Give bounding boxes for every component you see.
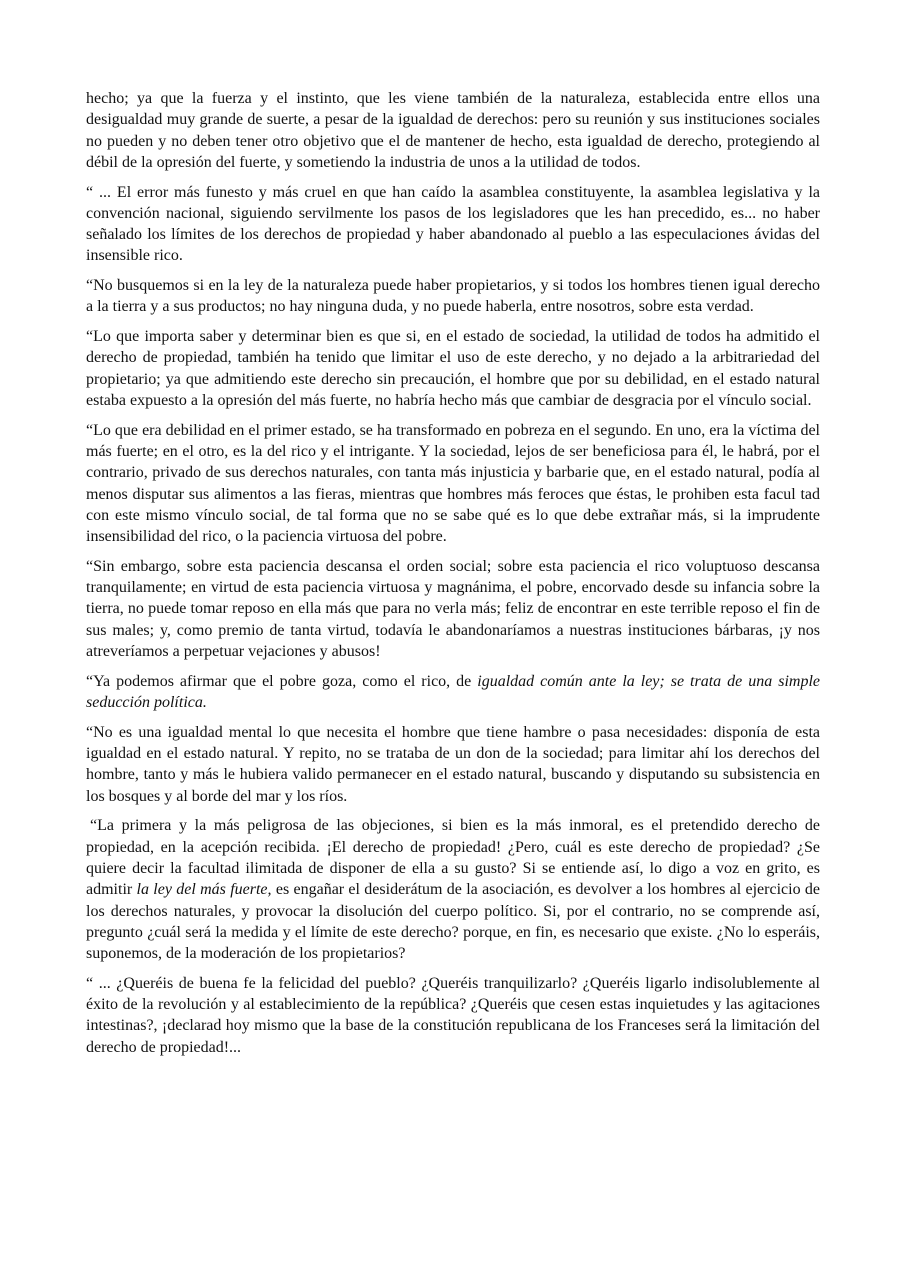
- paragraph: [86, 556, 820, 662]
- paragraph: [86, 722, 820, 807]
- text: “Ya podemos afirmar que el pobre goza, como el rico, de: [86, 672, 478, 690]
- text: es engañar el desiderátum de la asociación, es devolver a los hombres al ejercicio de los derechos naturales, y provocar la disolución del cuerpo político. Si, por el contrario, no se comprende así, pregunto ¿cuál será la medida y el límite de este derecho? porque, en fin, es necesario que existe. ¿No lo esperáis, suponemos, de la moderación de los propietarios?: [86, 881, 820, 963]
- paragraph: [86, 815, 820, 964]
- paragraph: [86, 671, 820, 714]
- paragraph: [86, 88, 820, 173]
- text: “Sin embargo, sobre esta paciencia descansa el orden social; sobre esta paciencia el rico voluptuoso descansa tranquilamente; en virtud de esta paciencia virtuosa y magnánima, el pobre, encorvado desde su infancia sobre la tierra, no puede tomar reposo en ella más que para no verla más; feliz de encontrar en este terrible reposo el fin de sus males; y, como premio de tanta virtud, todavía le abandonaríamos a nuestras instituciones bárbaras, ¡y nos atreveríamos a perpetuar vejaciones y abusos!: [86, 557, 820, 661]
- text: “No es una igualdad mental lo que necesita el hombre que tiene hambre o pasa necesidades: disponía de esta igualdad en el estado natural. Y repito, no se trataba de un don de la sociedad; para limitar ahí los derechos del hombre, tanto y más le hubiera valido permanecer en el estado natural, buscando y disputando su subsistencia en los bosques y al borde del mar y los ríos.: [86, 723, 820, 805]
- text: “La primera y la más peligrosa de las objeciones, si bien es la más inmoral, es el pretendido derecho de propiedad, en la acepción recibida. ¡El derecho de propiedad! ¿Pero, cuál es este derecho de propiedad? ¿Se quiere decir la facultad ilimitada de disponer de ella a su gusto? Si se entiende así, lo digo a voz en grito, es admitir: [86, 817, 820, 899]
- text: “ ... El error más funesto y más cruel en que han caído la asamblea constituyente, la asamblea legislativa y la convención nacional, siguiendo servilmente los pasos de los legisladores que les han precedido, es... no haber señalado los límites de los derechos de propiedad y haber abandonado al pueblo a las especulaciones ávidas del insensible rico.: [86, 183, 820, 265]
- italic-text: la ley del más fuerte,: [136, 881, 272, 899]
- paragraph: [86, 275, 820, 318]
- paragraph: [86, 973, 820, 1058]
- text: “Lo que importa saber y determinar bien es que si, en el estado de sociedad, la utilidad de todos ha admitido el derecho de propiedad, también ha tenido que limitar el uso de este derecho, y no dejado a la arbitrariedad del propietario; ya que admitiendo este derecho sin precaución, el hombre que por su debilidad, en el estado natural estaba expuesto a la opresión del más fuerte, no habría hecho más que cambiar de desgracia por el vínculo social.: [86, 328, 820, 410]
- text: hecho; ya que la fuerza y el instinto, que les viene también de la naturaleza, establecida entre ellos una desigualdad muy grande de suerte, a pesar de la igualdad de derechos: pero su reunión y sus instituciones sociales no pueden y no deben tener otro objetivo que el de mantener de hecho, esta igualdad de derecho, protegiendo al débil de la opresión del fuerte, y sometiendo la industria de unos a la utilidad de todos.: [86, 90, 820, 171]
- text: “No busquemos si en la ley de la naturaleza puede haber propietarios, y si todos los hombres tienen igual derecho a la tierra y a sus productos; no hay ninguna duda, y no puede haberla, entre nosotros, sobre esta verdad.: [86, 277, 820, 316]
- document-page: [86, 88, 820, 1066]
- paragraph: [86, 326, 820, 411]
- text: “Lo que era debilidad en el primer estado, se ha transformado en pobreza en el segundo. En uno, era la víctima del más fuerte; en el otro, es la del rico y el intrigante. Y la sociedad, lejos de ser beneficiosa para él, le habrá, por el contrario, privado de sus derechos naturales, con tanta más injusticia y barbarie que, en el estado natural, podía al menos disputar sus alimentos a las fieras, mientras que hombres más feroces que éstas, le prohiben esta facul tad con este mismo vínculo social, de tal forma que no se sabe qué es lo que debe extrañar más, si la imprudente insensibilidad del rico, o la paciencia virtuosa del pobre.: [86, 421, 820, 546]
- text: “ ... ¿Queréis de buena fe la felicidad del pueblo? ¿Queréis tranquilizarlo? ¿Queréis ligarlo indisolublemente al éxito de la revolución y al establecimiento de la república? ¿Queréis que cesen estas inquietudes y las agitaciones intestinas?, ¡declarad hoy mismo que la base de la constitución republicana de los Franceses será la limitación del derecho de propiedad!...: [86, 974, 820, 1056]
- paragraph: [86, 420, 820, 548]
- italic-text: igualdad común ante la ley; se trata de una simple seducción política.: [86, 672, 820, 712]
- paragraph: [86, 182, 820, 267]
